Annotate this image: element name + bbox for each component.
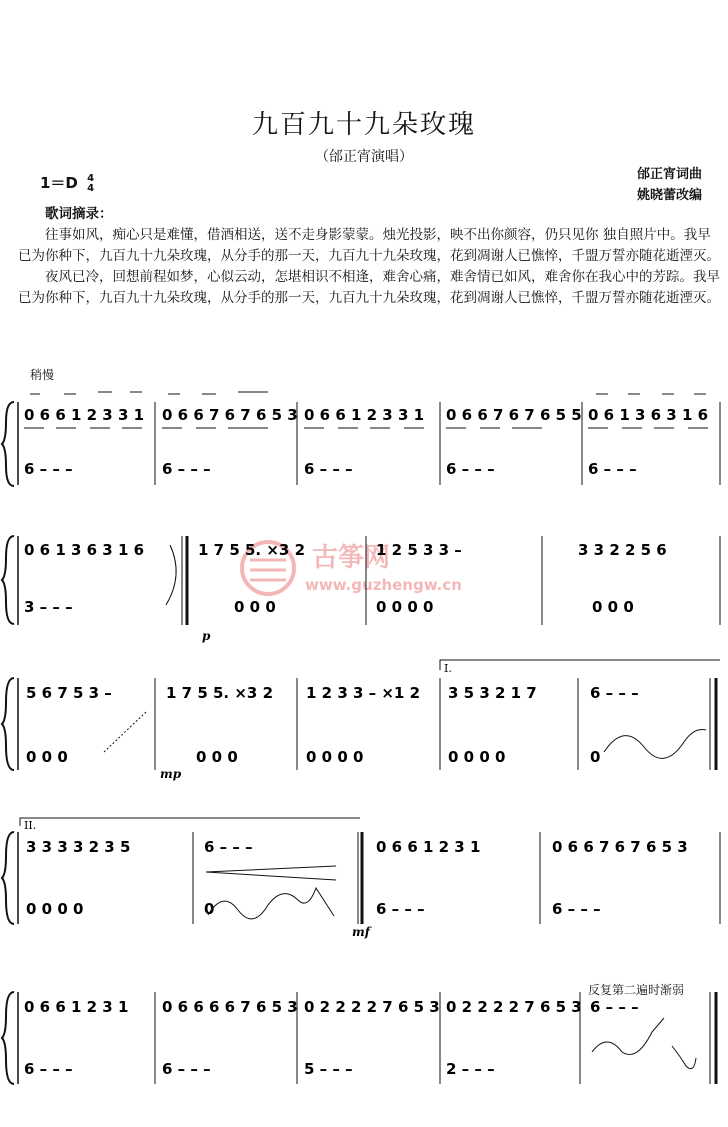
bass-measure: 2 – – –	[446, 1060, 495, 1078]
treble-measure: 6 – – –	[204, 838, 253, 856]
system-row-3	[2, 660, 720, 781]
bass-measure: 0	[590, 748, 601, 766]
second-ending-label: II.	[24, 819, 37, 832]
treble-measure: 3 5 3 2 1 7	[448, 684, 537, 702]
bass-measure: 6 – – –	[162, 1060, 211, 1078]
treble-measure: 1 7 5 5. ×3 2	[166, 684, 273, 702]
treble-measure: 6 – – –	[590, 998, 639, 1016]
arranger-credit: 姚晓蕾改编	[636, 188, 702, 203]
system-row-5	[2, 992, 716, 1084]
bass-measure: 0 0 0	[234, 598, 276, 616]
system-row-4	[2, 818, 720, 939]
bass-measure: 0	[204, 900, 215, 918]
bass-measure: 6 – – –	[376, 900, 425, 918]
dynamic-mp: mp	[160, 767, 182, 781]
dynamic-p: p	[202, 629, 211, 643]
treble-measure: 6 – – –	[590, 684, 639, 702]
treble-measure: 0 6 6 6 6 7 6 5 3	[162, 998, 298, 1016]
bass-measure: 5 – – –	[304, 1060, 353, 1078]
treble-measure: 0 6 6 7 6 7 6 5 3	[162, 406, 298, 424]
tempo-marking: 稍慢	[30, 368, 55, 382]
treble-measure: 0 6 6 1 2 3 3 1	[24, 406, 145, 424]
watermark-cn: 古筝网	[312, 543, 391, 573]
bass-measure: 0 0 0	[196, 748, 238, 766]
lyrics-paragraph-2: 夜风已冷，回想前程如梦，心似云动，怎堪相识不相逢，难舍心痛，难舍情已如风，难舍你在我心中的芳踪。我早已为你种下，九百九十九朵玫瑰，从分手的那一天，九百九十九朵玫瑰，花到凋谢人已憔悴，千盟万誓亦随花逝湮灭。	[18, 269, 720, 306]
treble-measure: 0 6 6 7 6 7 6 5 3	[552, 838, 688, 856]
bass-measure: 6 – – –	[24, 460, 73, 478]
treble-measure: 3 3 2 2 5 6	[578, 541, 667, 559]
lyrics-heading: 歌词摘录：	[45, 206, 113, 222]
treble-measure: 0 6 6 1 2 3 1	[24, 998, 129, 1016]
bass-measure: 6 – – –	[588, 460, 637, 478]
treble-measure: 0 6 6 7 6 7 6 5 5	[446, 406, 582, 424]
bass-measure: 0 0 0 0	[306, 748, 364, 766]
lyricist-composer-credit: 邰正宵词曲	[636, 167, 702, 182]
system-row-1	[2, 392, 720, 486]
treble-measure: 1 2 3 3 – ×1 2	[306, 684, 421, 702]
dynamic-mf: mf	[352, 925, 370, 939]
bass-measure: 6 – – –	[304, 460, 353, 478]
treble-measure: 0 6 6 1 2 3 3 1	[304, 406, 425, 424]
bass-measure: 6 – – –	[552, 900, 601, 918]
bass-measure: 0 0 0	[592, 598, 634, 616]
bass-measure: 0 0 0 0	[26, 900, 84, 918]
page-title: 九百九十九朵玫瑰	[251, 110, 476, 140]
treble-measure: 0 2 2 2 2 7 6 5 3	[304, 998, 440, 1016]
treble-measure: 1 2 5 3 3 –	[376, 541, 462, 559]
bass-measure: 3 – – –	[24, 598, 73, 616]
watermark-url: www.guzhengw.cn	[305, 576, 462, 594]
treble-measure: 0 2 2 2 2 7 6 5 3	[446, 998, 582, 1016]
lyrics-paragraph-1: 往事如风，痴心只是难懂，借酒相送，送不走身影蒙蒙。烛光投影，映不出你颜容，仍只见你 独自照片中。我早已为你种下，九百九十九朵玫瑰，从分手的那一天，九百九十九朵玫瑰，花到凋谢人已憔悴，千盟万誓亦随花逝湮灭。	[18, 227, 720, 264]
treble-measure: 0 6 1 3 6 3 1 6	[24, 541, 145, 559]
treble-measure: 0 6 1 3 6 3 1 6	[588, 406, 709, 424]
bass-measure: 0 0 0 0	[448, 748, 506, 766]
bass-measure: 6 – – –	[446, 460, 495, 478]
key-label: 1＝D	[40, 174, 78, 192]
treble-measure: 0 6 6 1 2 3 1	[376, 838, 481, 856]
bass-measure: 6 – – –	[24, 1060, 73, 1078]
treble-measure: 1 7 5 5. ×3 2	[198, 541, 305, 559]
first-ending-label: I.	[444, 662, 452, 675]
bass-measure: 0 0 0	[26, 748, 68, 766]
bass-measure: 0 0 0 0	[376, 598, 434, 616]
bass-measure: 6 – – –	[162, 460, 211, 478]
treble-measure: 5 6 7 5 3 –	[26, 684, 112, 702]
time-beats: 4	[87, 172, 95, 184]
subtitle: （邰正宵演唱）	[315, 149, 413, 165]
treble-measure: 3 3 3 3 2 3 5	[26, 838, 131, 856]
time-unit: 4	[87, 182, 95, 194]
repeat-instruction: 反复第二遍时渐弱	[588, 983, 685, 997]
